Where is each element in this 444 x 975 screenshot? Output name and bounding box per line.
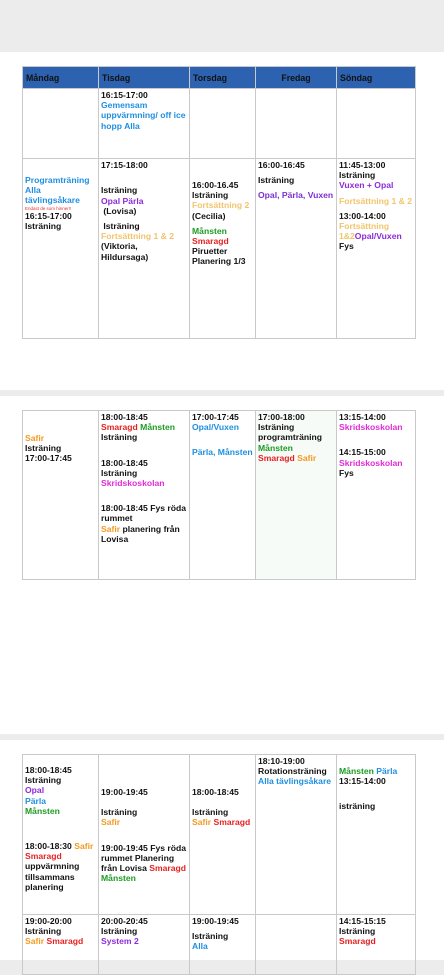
cell-monday [23,915,99,975]
group: Pärla [25,795,47,806]
cell-tuesday [99,89,190,159]
activity: Fys [339,241,354,252]
time: 13:15-14:00 [339,776,386,787]
group: Safir [74,841,94,852]
schedule-table-3 [22,754,416,975]
group: Pärla [376,766,398,776]
group: Smaragd [25,851,62,862]
group: Safir [101,523,121,534]
time: 17:00-18:00 [258,412,305,422]
cell-friday [256,89,337,159]
cell-thursday [190,411,256,580]
table-row [23,411,416,580]
note: Endast de som hinner!! [25,205,72,211]
group: Pärla, [281,190,306,201]
activity: Isträning [192,931,229,942]
group: Smaragd [46,936,84,947]
cell-sunday [337,755,416,915]
group: Smaragd [101,422,138,433]
group: Pärla, Månsten [192,447,253,458]
header-row [23,67,416,89]
group: Opal/Vuxen [354,231,402,242]
cell-monday [23,89,99,159]
activity: Isträning [101,807,138,818]
time: 13:15-14:00 [339,412,386,422]
group: Opal/Vuxen [192,422,239,433]
schedule-page-3 [0,740,444,960]
time: 11:45-13:00 [339,160,386,170]
group: Opal, [258,190,280,201]
activity: Isträning programträning [258,422,322,443]
header-friday: Fredag [256,67,337,89]
group: Månsten [339,766,374,776]
cell-thursday [190,159,256,339]
group: Opal [25,785,45,796]
cell-thursday [190,755,256,915]
coach: (Cecilia) [192,210,226,221]
cell-monday [23,755,99,915]
cell-thursday [190,89,256,159]
activity: isträning [339,801,376,812]
header-thursday: Torsdag [190,67,256,89]
activity: Isträning [258,175,295,186]
group: Safir [25,433,45,443]
activity: Isträning [25,926,62,937]
time: 18:00-18:30 [25,841,72,852]
table-row [23,915,416,975]
group: Safir [192,817,212,828]
cell-friday [256,411,337,580]
activity: Piruetter Planering 1/3 [192,246,246,267]
coach: (Viktoria, Hildursaga) [101,241,149,262]
group: Vuxen + Opal [339,180,394,191]
time: 18:00-18:45 [101,412,148,422]
activity: Isträning [101,467,138,478]
cell-thursday [190,915,256,975]
table-row [23,89,416,159]
activity: Isträning [101,432,138,443]
group: Fortsättning 1&2 [339,221,390,242]
group: Skridskoskolan [339,457,403,468]
time: 18:00-18:45 [192,787,239,797]
group: Safir [101,817,121,828]
schedule-table-1 [22,66,416,339]
activity: Isträning [339,926,376,937]
cell-friday [256,159,337,339]
time: 17:15-18:00 [101,160,148,170]
activity: Isträning [339,170,376,181]
cell-friday [256,915,337,975]
cell-monday [23,159,99,339]
time: 19:00-19:45 [101,787,148,797]
cell-tuesday [99,915,190,975]
time: 14:15-15:15 [339,916,386,926]
time: 18:00-18:45 [101,457,148,468]
group: Månsten [25,805,60,816]
header-monday: Måndag [23,67,99,89]
group: Smaragd [192,236,229,247]
activity: Gemensam uppvärmning/ off ice hopp Alla [101,100,186,131]
activity: Isträning [192,807,229,818]
time: 13:00-14:00 [339,210,386,221]
activity: Rotationsträning [258,766,327,777]
cell-tuesday [99,755,190,915]
time: 17:00-17:45 [192,412,239,422]
group: Opal [101,195,121,206]
group: Fortsättning 1 & 2 [101,231,175,242]
cell-sunday [337,915,416,975]
time: 19:00-19:45 [192,916,239,926]
group: Smaragd [258,452,295,463]
activity: Isträning [192,190,229,201]
schedule-table-2 [22,410,416,580]
time: 16:00-16.45 [192,180,239,190]
activity: Isträning [25,220,62,231]
group: Safir [297,452,317,463]
group: Månsten [192,225,227,236]
activity: Isträning [103,221,140,232]
group: Smaragd [149,863,187,874]
cell-tuesday [99,159,190,339]
cell-friday [256,755,337,915]
activity: Fys [339,467,354,478]
header-sunday: Söndag [337,67,416,89]
table-row [23,755,416,915]
activity: Isträning [25,775,62,786]
table-row [23,159,416,339]
activity: 19:00-19:45 Fys röda rummet Planering från Lovisa [101,842,187,874]
time: 16:15-17:00 [25,210,72,221]
time: 14:15-15:00 [339,447,386,458]
activity: Programträning Alla tävlingsåkare [25,175,90,206]
time: 16:15-17:00 [101,90,148,100]
schedule-page-1 [0,52,444,390]
group: Skridskoskolan [339,422,403,433]
group: Skridskoskolan [101,478,165,489]
time: 18:00-18:45 [25,765,72,775]
coach: (Lovisa) [103,205,137,216]
group: Pärla [122,195,144,206]
header-tuesday: Tisdag [99,67,190,89]
time: 19:00-20:00 [25,916,72,926]
group: System 2 [101,936,139,947]
activity: planering från Lovisa [101,523,180,544]
time: 17:00-17:45 [25,453,72,464]
group: Vuxen [307,190,334,201]
activity: Isträning [101,926,138,937]
time: 16:00-16:45 [258,160,305,170]
time: 18:10-19:00 [258,756,305,766]
cell-sunday [337,89,416,159]
group: Månsten [258,442,293,453]
group: Alla tävlingsåkare [258,776,332,787]
activity: Isträning [101,185,138,196]
cell-sunday [337,411,416,580]
activity: Isträning [25,443,62,454]
group: Månsten [101,873,136,884]
cell-sunday [337,159,416,339]
group: Månsten [140,422,176,433]
group: Fortsättning 1 & 2 [339,195,413,206]
group: Smaragd [339,936,376,947]
group: Fortsättning 2 [192,200,250,211]
time: 20:00-20:45 [101,916,148,926]
group: Alla [192,941,208,952]
cell-monday [23,411,99,580]
group: Smaragd [213,817,251,828]
schedule-page-2 [0,396,444,734]
activity: uppvärmning tillsammans planering [25,861,80,892]
cell-tuesday [99,411,190,580]
group: Safir [25,936,45,947]
activity: 18:00-18:45 Fys röda rummet [101,503,187,524]
